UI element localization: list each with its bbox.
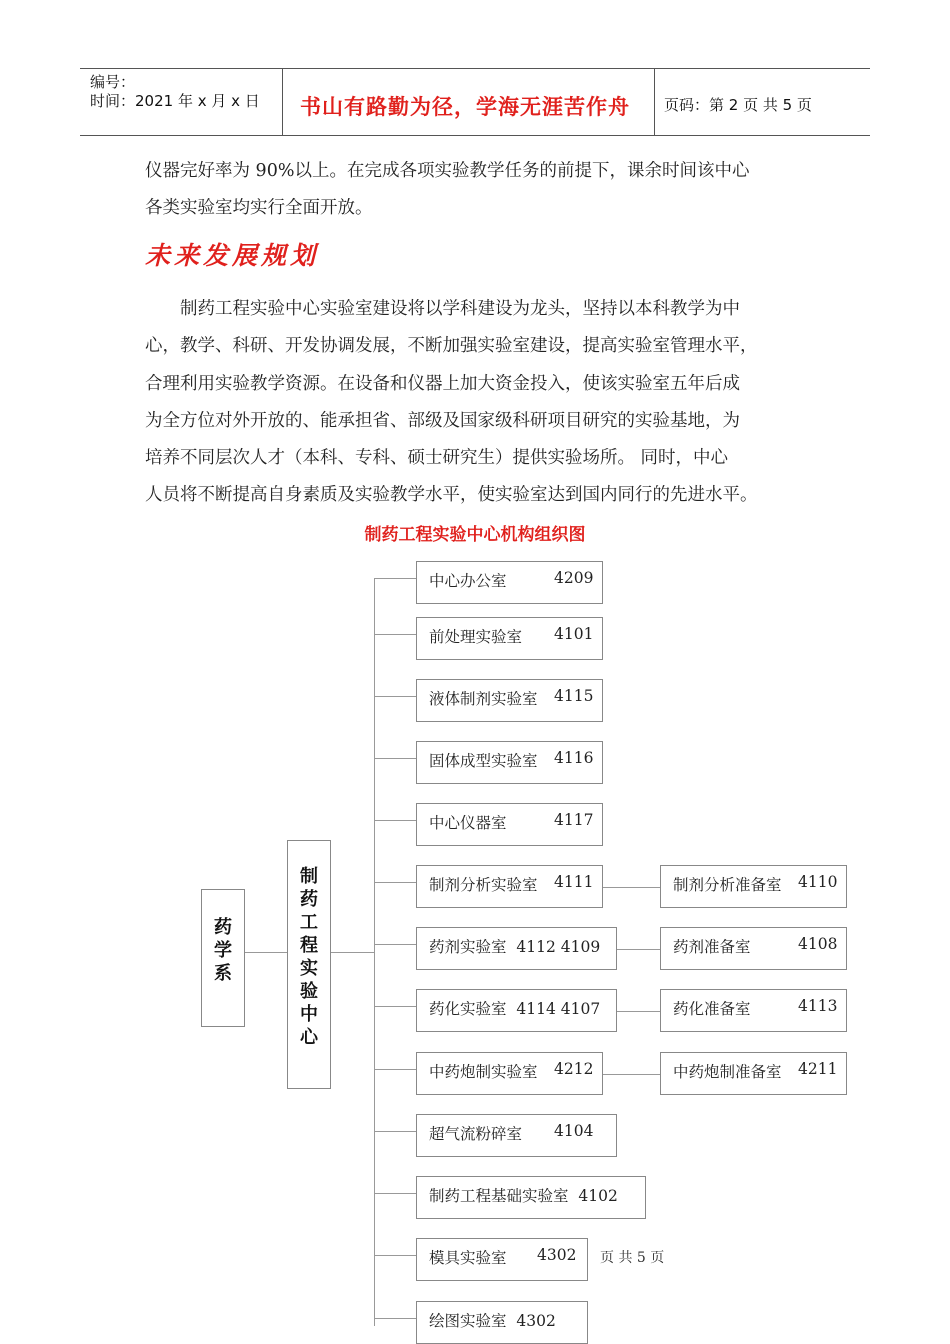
connector-prep	[603, 887, 660, 888]
org-center-char: 实	[300, 958, 318, 979]
org-root-department	[201, 889, 245, 1027]
lab-box-name: 药化实验室	[429, 1000, 507, 1018]
connector-root-center	[245, 952, 287, 953]
lab-box	[416, 1114, 617, 1157]
section-title: 未来发展规划	[145, 241, 320, 270]
time-label: 时间：2021 年 x 月 x 日	[90, 92, 260, 110]
prep-room-box-name: 中药炮制准备室	[673, 1063, 782, 1081]
prep-room-box-name: 制剂分析准备室	[673, 876, 782, 894]
lab-box-room-number: 4302	[516, 1312, 556, 1330]
org-center-char: 中	[300, 1004, 318, 1025]
lab-box-room-number: 4116	[554, 749, 594, 767]
org-root-char: 系	[214, 963, 232, 984]
connector-prep	[603, 1074, 660, 1075]
org-root-char: 药	[214, 917, 232, 938]
plan-line: 为全方位对外开放的、能承担省、部级及国家级科研项目研究的实验基地，为	[145, 410, 740, 431]
plan-line: 心，教学、科研、开发协调发展，不断加强实验室建设，提高实验室管理水平，	[145, 336, 758, 357]
org-center	[287, 840, 331, 1089]
lab-box	[416, 1052, 603, 1095]
org-center-char: 制	[300, 866, 318, 887]
lab-box	[416, 927, 617, 970]
prep-room-box	[660, 989, 847, 1032]
plan-line: 合理利用实验教学资源。在设备和仪器上加大资金投入，使该实验室五年后成	[145, 373, 740, 394]
connector-branch	[374, 758, 416, 759]
intro-paragraph	[145, 153, 815, 228]
plan-line: 制药工程实验中心实验室建设将以学科建设为龙头，坚持以本科教学为中	[180, 299, 740, 319]
plan-paragraph	[145, 291, 815, 515]
lab-box-name: 中心仪器室	[429, 814, 507, 832]
connector-center-trunk	[331, 952, 374, 953]
lab-box-room-number: 4114 4107	[516, 1000, 601, 1018]
lab-box-name: 制剂分析实验室	[429, 876, 538, 894]
header-divider-left	[282, 68, 283, 136]
lab-box-name: 药剂实验室	[429, 938, 507, 956]
connector-prep	[617, 1011, 660, 1012]
connector-branch	[374, 882, 416, 883]
lab-box-name: 制药工程基础实验室	[429, 1187, 569, 1205]
connector-branch	[374, 1318, 416, 1319]
connector-branch	[374, 1131, 416, 1132]
lab-box-name: 中药炮制实验室	[429, 1063, 538, 1081]
prep-room-box-room-number: 4211	[798, 1060, 838, 1078]
lab-box-room-number: 4302	[537, 1246, 577, 1264]
prep-room-box-room-number: 4113	[798, 997, 838, 1015]
lab-box	[416, 741, 603, 784]
lab-box-name: 模具实验室	[429, 1249, 507, 1267]
page-info: 页码：第 2 页 共 5 页	[664, 96, 812, 114]
prep-room-box	[660, 927, 847, 970]
lab-box-room-number: 4117	[554, 811, 594, 829]
lab-box-room-number: 4212	[554, 1060, 594, 1078]
lab-box-name: 超气流粉碎室	[429, 1125, 523, 1143]
header-motto: 书山有路勤为径，学海无涯苦作舟	[300, 95, 630, 119]
connector-branch	[374, 820, 416, 821]
lab-box-room-number: 4112 4109	[516, 938, 601, 956]
lab-box-room-number: 4101	[554, 625, 594, 643]
lab-box-room-number: 4102	[578, 1187, 618, 1205]
lab-box-name: 中心办公室	[429, 572, 507, 590]
lab-box-room-number: 4111	[554, 873, 594, 891]
connector-trunk	[374, 578, 375, 1326]
serial-label: 编号：	[90, 73, 136, 91]
header-top-rule	[80, 68, 870, 69]
lab-box	[416, 803, 603, 846]
prep-room-box	[660, 1052, 847, 1095]
org-center-char: 心	[300, 1027, 318, 1048]
page-footer: 页 共 5 页	[600, 1250, 665, 1266]
plan-line: 人员将不断提高自身素质及实验教学水平，使实验室达到国内同行的先进水平。	[145, 485, 758, 506]
connector-branch	[374, 696, 416, 697]
lab-box	[416, 1176, 646, 1219]
lab-box	[416, 1238, 588, 1281]
lab-box	[416, 561, 603, 604]
lab-box	[416, 1301, 588, 1344]
lab-box	[416, 989, 617, 1032]
connector-branch	[374, 944, 416, 945]
lab-box-room-number: 4209	[554, 569, 594, 587]
lab-box-room-number: 4104	[554, 1122, 594, 1140]
intro-line: 仪器完好率为 90%以上。在完成各项实验教学任务的前提下，课余时间该中心	[145, 161, 750, 181]
org-center-char: 药	[300, 889, 318, 910]
org-root-char: 学	[214, 940, 232, 961]
connector-branch	[374, 1006, 416, 1007]
org-center-char: 验	[300, 981, 318, 1002]
lab-box-name: 绘图实验室	[429, 1312, 507, 1330]
lab-box	[416, 617, 603, 660]
header-divider-right	[654, 68, 655, 136]
connector-branch	[374, 634, 416, 635]
connector-prep	[617, 949, 660, 950]
header-bottom-rule	[80, 135, 870, 136]
org-center-char: 程	[300, 935, 318, 956]
org-center-char: 工	[300, 912, 318, 933]
prep-room-box	[660, 865, 847, 908]
lab-box	[416, 865, 603, 908]
prep-room-box-room-number: 4108	[798, 935, 838, 953]
intro-line: 各类实验室均实行全面开放。	[145, 198, 373, 219]
plan-line: 培养不同层次人才（本科、专科、硕士研究生）提供实验场所。 同时，中心	[145, 448, 729, 469]
prep-room-box-name: 药剂准备室	[673, 938, 751, 956]
connector-branch	[374, 578, 416, 579]
lab-box	[416, 679, 603, 722]
connector-branch	[374, 1193, 416, 1194]
lab-box-name: 前处理实验室	[429, 628, 523, 646]
lab-box-name: 液体制剂实验室	[429, 690, 538, 708]
lab-box-name: 固体成型实验室	[429, 752, 538, 770]
lab-box-room-number: 4115	[554, 687, 594, 705]
connector-branch	[374, 1255, 416, 1256]
connector-branch	[374, 1069, 416, 1070]
prep-room-box-room-number: 4110	[798, 873, 838, 891]
prep-room-box-name: 药化准备室	[673, 1000, 751, 1018]
org-chart-title: 制药工程实验中心机构组织图	[364, 525, 586, 545]
